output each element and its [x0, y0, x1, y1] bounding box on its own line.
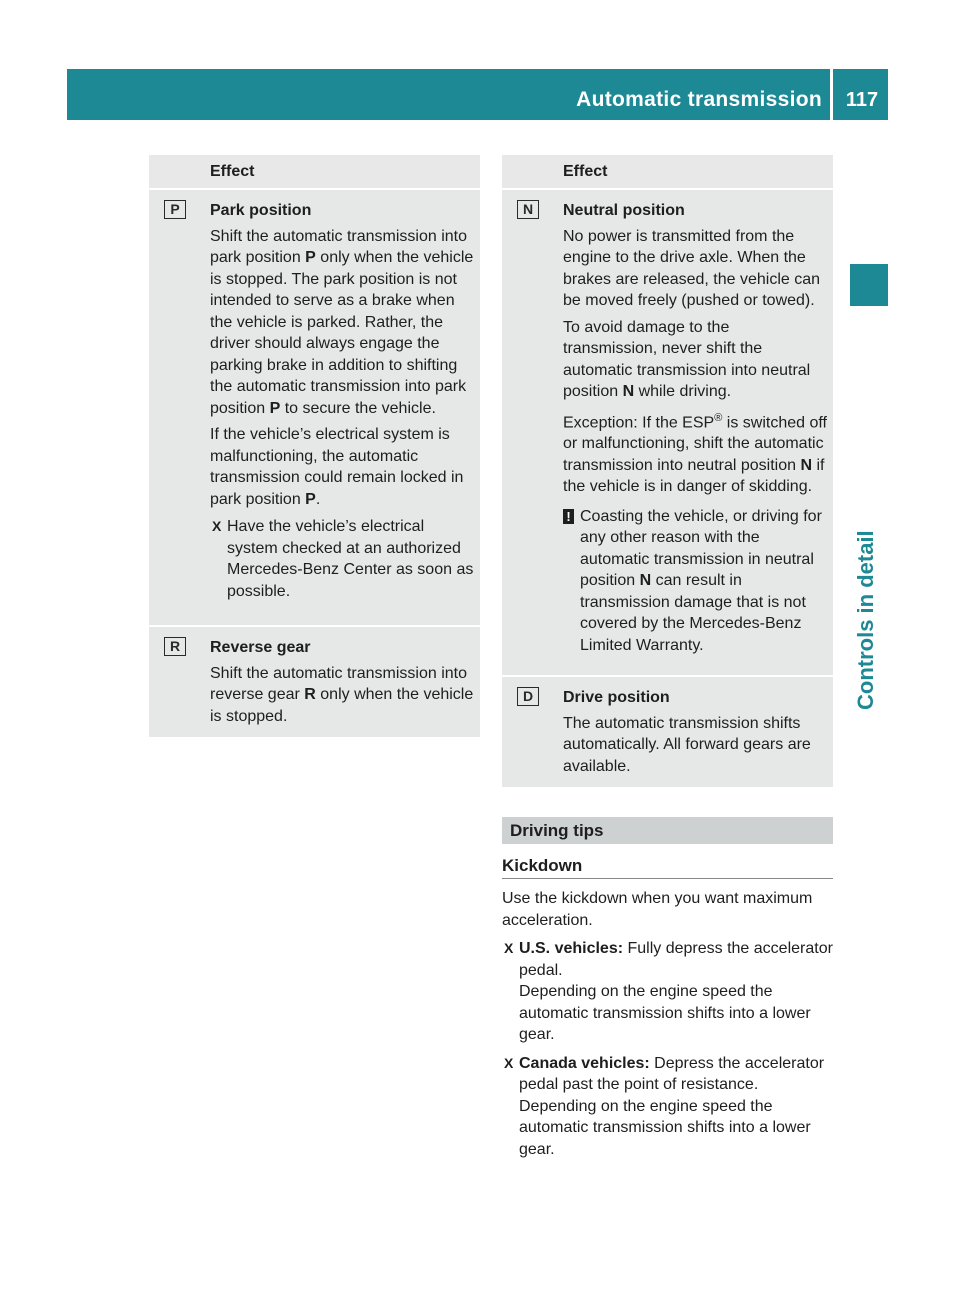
effect-column-header: Effect [554, 155, 833, 189]
row-title: Park position [210, 202, 312, 219]
row-paragraph: No power is transmitted from the engine to the drive axle. When the brakes are released, the vehicle can be moved freely (pushed or towed). [563, 227, 821, 309]
gear-r-symbol: R [164, 637, 186, 656]
row-paragraph: The automatic transmission shifts automatically. All forward gears are available. [563, 714, 811, 775]
page-title: Automatic transmission [576, 88, 822, 111]
side-tab-marker [850, 264, 888, 306]
action-step: X U.S. vehicles: Fully depress the accelerator pedal. Depending on the engine speed the automatic transmission shifts into a lower gear. [504, 940, 833, 1043]
left-effect-table [149, 155, 480, 737]
subheading-kickdown: Kickdown [502, 853, 833, 879]
action-step: X Have the vehicle’s electrical system checked at an authorized Mercedes-Benz Center as soon as possible. [212, 518, 474, 600]
row-paragraph: To avoid damage to the transmission, never shift the automatic transmission into neutral position N while driving. [563, 318, 811, 400]
gear-p-symbol: P [164, 200, 186, 219]
action-marker-icon: X [504, 1054, 514, 1071]
warning-note: ! Coasting the vehicle, or driving for any other reason with the automatic transmission in neutral position N can result in transmission damage that is not covered by the Mercedes-Benz Limited Warranty. [563, 506, 827, 657]
kickdown-instructions [502, 888, 835, 1167]
effect-column-header: Effect [201, 155, 480, 189]
section-heading-driving-tips: Driving tips [502, 817, 833, 844]
table-row-neutral [502, 189, 833, 676]
symbol-column-header [149, 155, 201, 189]
table-row-drive [502, 676, 833, 787]
row-title: Drive position [563, 689, 670, 706]
row-title: Neutral position [563, 202, 685, 219]
table-header-row [149, 155, 480, 189]
header-divider [830, 69, 833, 120]
gear-n-symbol: N [517, 200, 539, 219]
side-tab-label: Controls in detail [853, 530, 878, 710]
warning-icon: ! [563, 509, 574, 524]
table-row-park [149, 189, 480, 626]
row-title: Reverse gear [210, 639, 311, 656]
table-row-reverse [149, 626, 480, 737]
action-marker-icon: X [212, 518, 222, 534]
gear-d-symbol: D [517, 687, 539, 706]
action-step: X Canada vehicles: Depress the accelerator pedal past the point of resistance. Depending on the engine speed the automatic transmission shifts into a lower gear. [504, 1054, 825, 1158]
action-marker-icon: X [504, 940, 514, 956]
table-header-row [502, 155, 833, 189]
intro-paragraph: Use the kickdown when you want maximum acceleration. [502, 890, 813, 929]
row-paragraph: Shift the automatic transmission into park position P only when the vehicle is stopped. The park position is not intended to serve as a brake when the vehicle is parked. Rather, the driver should always engage the parking brake in addition to shifting the automatic transmission into park position P to secure the vehicle. [210, 227, 474, 417]
side-tab [849, 318, 891, 718]
row-paragraph: If the vehicle’s electrical system is malfunctioning, the automatic transmission could remain locked in park position P. [210, 426, 464, 508]
row-paragraph: Exception: If the ESP® is switched off or malfunctioning, shift the automatic transmission into neutral position N if the vehicle is in danger of skidding. [563, 411, 827, 496]
symbol-column-header [502, 155, 554, 189]
page-number: 117 [845, 89, 879, 111]
row-paragraph: Shift the automatic transmission into reverse gear R only when the vehicle is stopped. [210, 664, 474, 725]
right-effect-table [502, 155, 833, 787]
